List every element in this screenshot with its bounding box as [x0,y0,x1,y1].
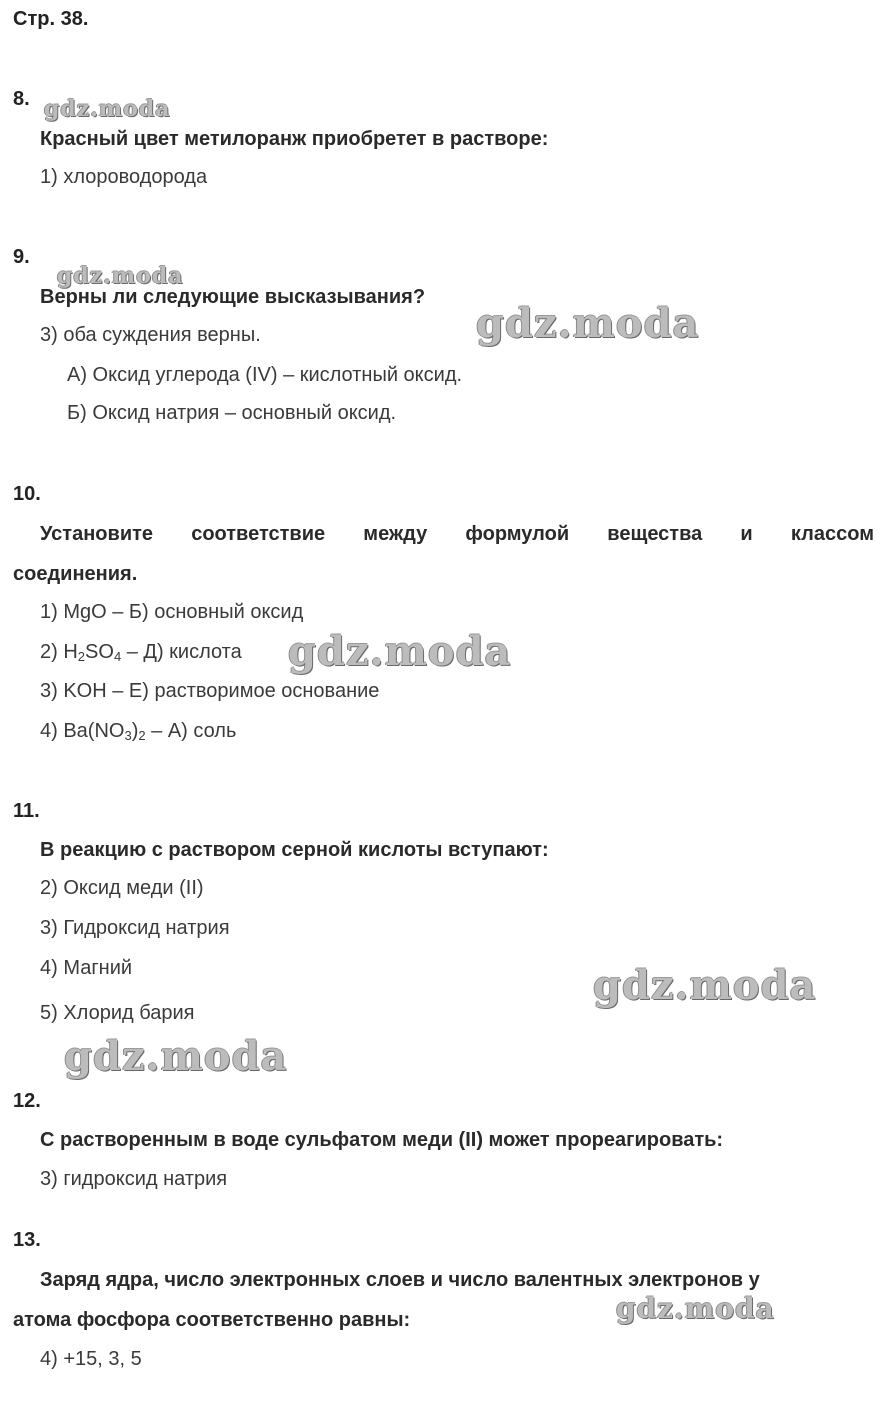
answer-item: 1) хлороводорода [40,166,208,188]
question-text-continued: соединения. [13,563,138,585]
answer-item: 2) $H_2SO_4 - Д$) кислота [40,641,242,664]
answer-item: 4) +15, 3, 5 [40,1348,142,1370]
question-number: 8. [13,88,30,110]
watermark: gdz.moda [64,1033,288,1080]
answer-item: 4) Магний [40,957,133,979]
answer-item: 3) оба суждения верны. [40,324,261,346]
question-number: 11. [13,800,40,822]
watermark: gdz.moda [288,628,512,675]
page-header: Стр. 38. [13,8,89,30]
answer-item: 3) KOH – Е) растворимое основание [40,680,380,702]
answer-item: 4) $Ba(NO_3)_2 - А$) соль [40,720,237,743]
question-text: Установите соответствие между формулой вещества и классом [40,523,874,545]
question-text: В реакцию с раствором серной кислоты вступают: [40,839,549,861]
answer-item: 5) Хлорид бария [40,1002,195,1024]
answer-item: А) Оксид углерода (IV) – кислотный оксид. [67,364,463,386]
watermark: gdz.moda [616,1292,775,1325]
answer-item: 3) Гидроксид натрия [40,917,230,939]
question-text: Красный цвет метилоранж приобретет в растворе: [40,128,549,150]
answer-item: 1) MgO – Б) основный оксид [40,601,304,623]
question-number: 12. [13,1090,41,1112]
watermark: gdz.moda [476,300,700,347]
question-text: Верны ли следующие высказывания? [40,286,426,308]
question-text: С растворенным в воде сульфатом меди (II) может прореагировать: [40,1129,724,1151]
watermark: gdz.moda [593,962,817,1009]
answer-item: 3) гидроксид натрия [40,1168,228,1190]
question-number: 10. [13,483,41,505]
answer-item: Б) Оксид натрия – основный оксид. [67,402,397,424]
watermark: gdz.moda [44,96,171,122]
question-number: 13. [13,1229,41,1251]
question-text: Заряд ядра, число электронных слоев и число валентных электронов у [40,1269,760,1291]
watermark: gdz.moda [57,263,184,289]
answer-item: 2) Оксид меди (II) [40,877,204,899]
question-number: 9. [13,246,30,268]
question-text-continued: атома фосфора соответственно равны: [13,1309,411,1331]
